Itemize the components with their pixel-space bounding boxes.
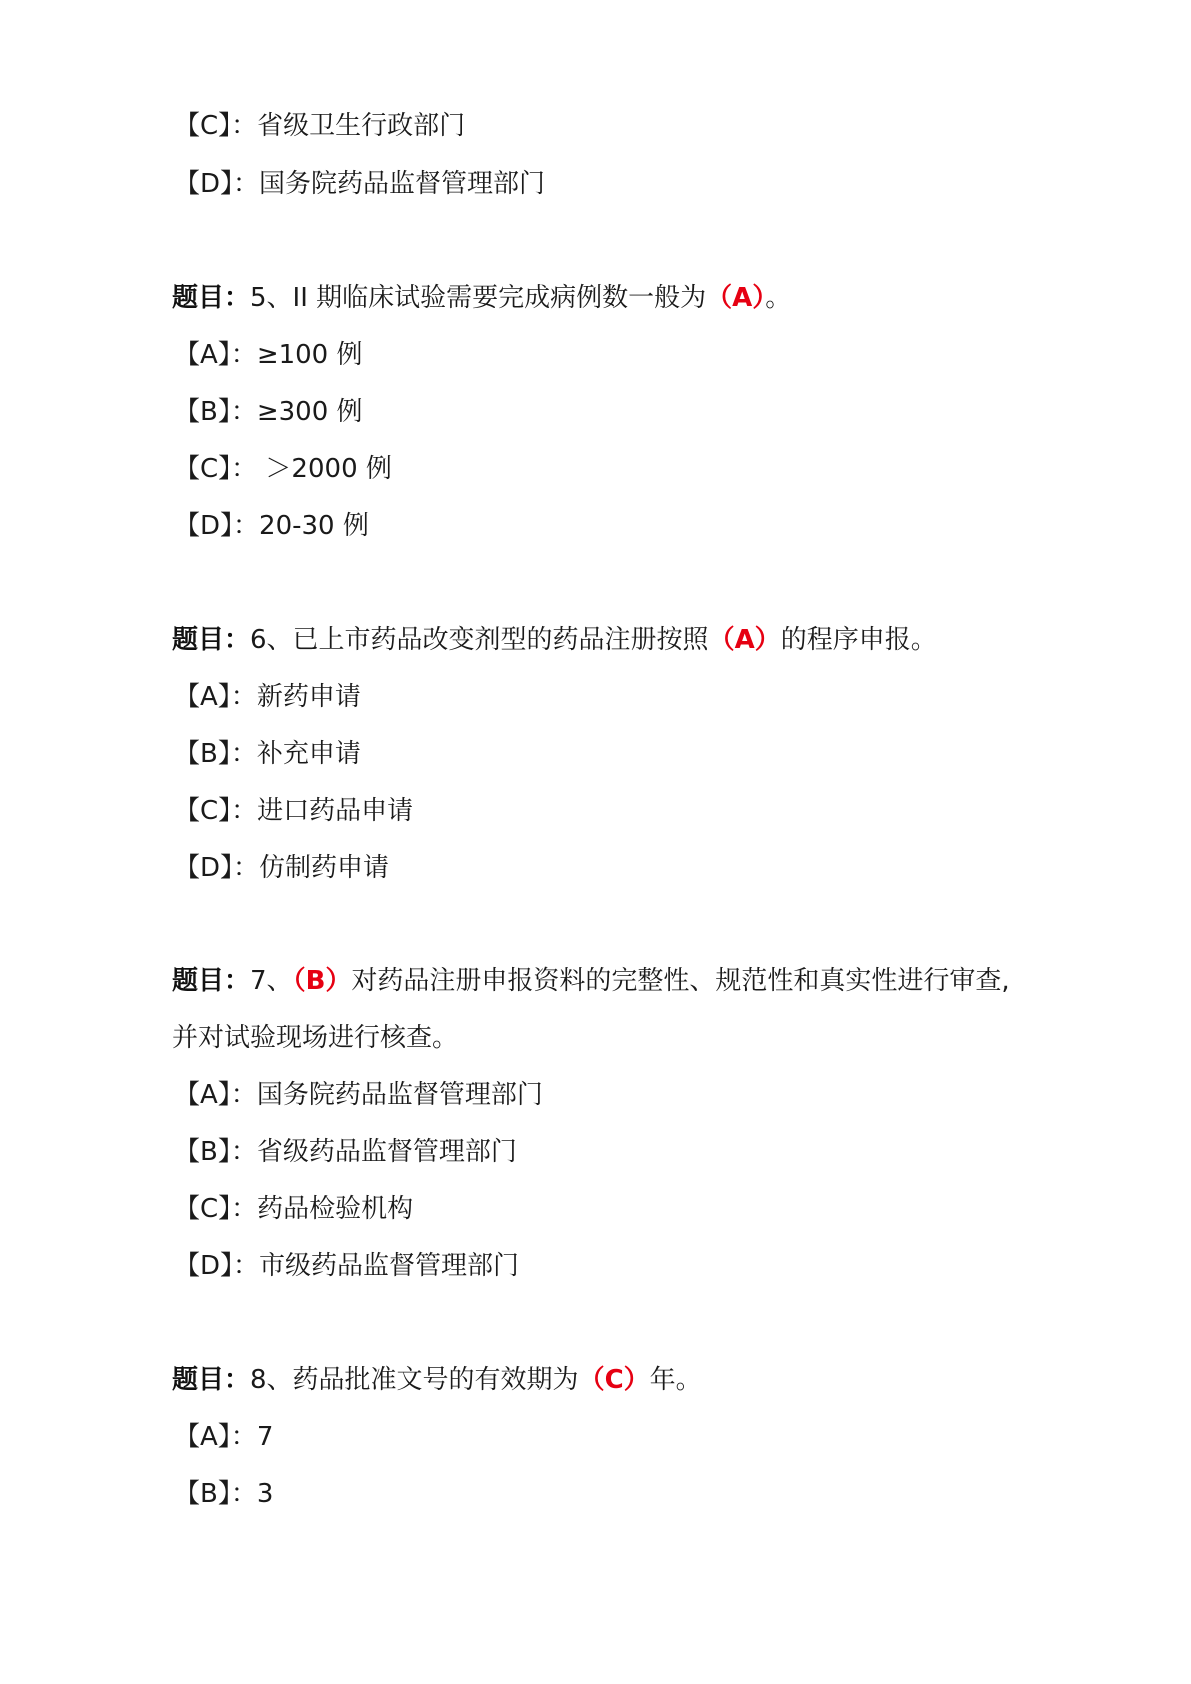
option-c: 【C】： ＞2000 例 (174, 454, 392, 484)
option-a: 【A】：新药申请 (174, 682, 361, 712)
question-8: 题目：8、药品批准文号的有效期为（C）年。 (172, 1365, 702, 1395)
question-label: 题目： (172, 625, 251, 655)
option-d: 【D】：20-30 例 (174, 511, 369, 541)
question-label: 题目： (172, 283, 251, 313)
option-c: 【C】：进口药品申请 (174, 796, 414, 826)
option-b: 【B】：省级药品监督管理部门 (174, 1137, 517, 1167)
answer-mark: （C） (578, 1365, 650, 1395)
answer-mark: （A） (708, 625, 781, 655)
question-7-continuation: 并对试验现场进行核查。 (172, 1023, 459, 1053)
option-a: 【A】：≥100 例 (174, 340, 363, 370)
answer-mark: （B） (292, 966, 352, 996)
option-d: 【D】：国务院药品监督管理部门 (174, 169, 546, 199)
question-5: 题目：5、II 期临床试验需要完成病例数一般为（A）。 (172, 283, 792, 313)
option-a: 【A】：7 (174, 1422, 274, 1452)
option-d: 【D】：仿制药申请 (174, 853, 390, 883)
question-6: 题目：6、已上市药品改变剂型的药品注册按照（A）的程序申报。 (172, 625, 937, 655)
option-b: 【B】：补充申请 (174, 739, 361, 769)
option-b: 【B】：3 (174, 1479, 274, 1509)
option-d: 【D】：市级药品监督管理部门 (174, 1251, 520, 1281)
option-c: 【C】：药品检验机构 (174, 1194, 414, 1224)
question-7: 题目：7、（B）对药品注册申报资料的完整性、规范性和真实性进行审查, (172, 966, 1010, 996)
option-c: 【C】：省级卫生行政部门 (174, 111, 466, 141)
answer-mark: （A） (706, 283, 766, 313)
question-label: 题目： (172, 966, 251, 996)
question-label: 题目： (172, 1365, 251, 1395)
option-b: 【B】：≥300 例 (174, 397, 363, 427)
option-a: 【A】：国务院药品监督管理部门 (174, 1080, 543, 1110)
